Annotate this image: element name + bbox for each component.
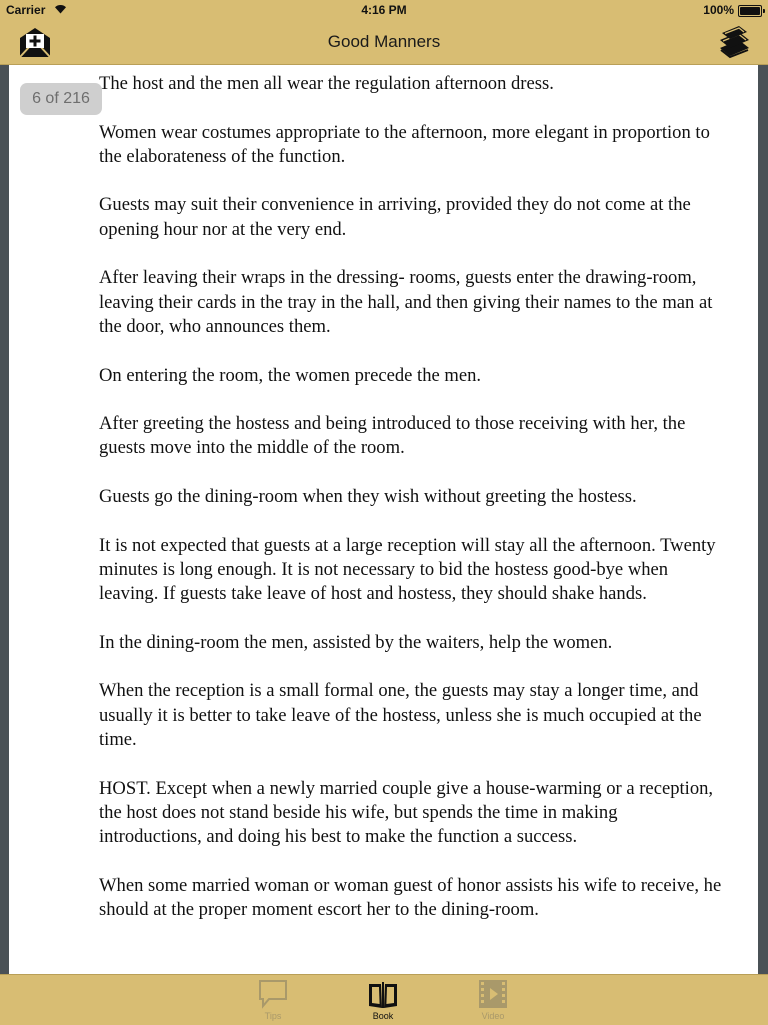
battery-icon [738,5,762,17]
paragraph: On entering the room, the women precede the men. [99,364,482,386]
paragraph: Women wear costumes appropriate to the afternoon, more elegant in proportion to the elaborateness of the function. [99,121,710,167]
tab-video[interactable] [463,975,523,1025]
paragraph: It is not expected that guests at a large reception will stay all the afternoon. Twenty minutes is long enough. It is not necessary to bid the hostess good-bye when leaving. If guests take leave of host and hostess, they should shake hands. [99,534,716,605]
paragraph: Guests may suit their convenience in arriving, provided they do not come at the opening hour nor at the very end. [99,194,691,240]
paragraph: The host and the men all wear the regulation afternoon dress. [99,73,554,94]
paragraph: In the dining-room the men, assisted by the waiters, help the women. [99,631,613,653]
tab-video-label: Video [481,1011,505,1021]
film-strip-icon [477,978,509,1010]
tab-tips-label: Tips [264,1011,282,1021]
status-time: 4:16 PM [361,3,407,17]
battery-percentage: 100% [703,3,734,17]
page-title: Good Manners [327,32,441,51]
carrier-label: Carrier [6,3,46,17]
paragraph: After greeting the hostess and being introduced to those receiving with her, the guests move into the middle of the room. [99,413,686,459]
navigation-bar [0,20,768,64]
open-book-icon [367,978,399,1010]
top-bar [0,0,768,65]
book-page[interactable] [9,65,758,974]
paragraph: When the reception is a small formal one, the guests may stay a longer time, and usually it is better to take leave of the hostess, unless she is much occupied at the time. [99,680,702,751]
paragraph: Guests go the dining-room when they wish without greeting the hostess. [99,486,637,508]
tab-book[interactable] [353,975,413,1025]
tab-book-label: Book [372,1011,394,1021]
paragraph: HOST. Except when a newly married couple give a house-warming or a reception, the host does not stand beside his wife, but spends the time in making introductions, and doing his best to make the function a success. [99,777,714,848]
tab-bar [0,974,768,1025]
paragraph: After leaving their wraps in the dressing- rooms, guests enter the drawing-room, leaving their cards in the tray in the hall, and then giving their names to the man at the door, who announces them. [99,267,713,337]
book-stack-icon[interactable] [717,24,751,60]
book-text [99,72,724,947]
paragraph: When some married woman or woman guest of honor assists his wife to receive, he should at the proper moment escort her to the dining-room. [99,874,722,921]
status-bar [0,0,768,20]
page-indicator: 6 of 216 [20,83,102,115]
tab-tips[interactable] [243,975,303,1025]
speech-bubble-icon [257,978,289,1010]
